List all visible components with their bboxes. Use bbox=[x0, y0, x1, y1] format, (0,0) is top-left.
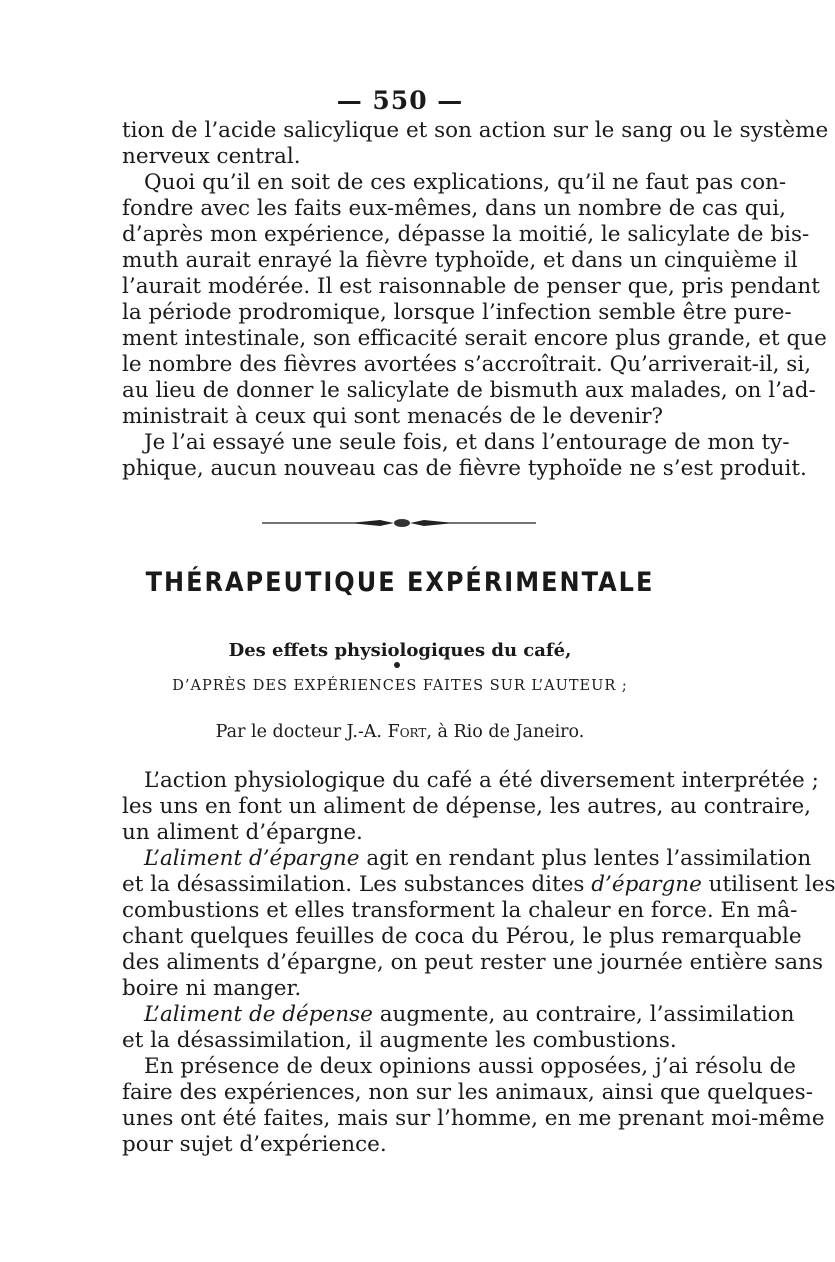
byline-prefix: Par le docteur J.-A. bbox=[215, 722, 388, 742]
text-line: boire ni manger. bbox=[122, 976, 302, 1001]
text-line: les uns en font un aliment de dépense, les autres, au contraire, bbox=[122, 794, 812, 819]
text-line: au lieu de donner le salicylate de bismuth aux malades, on l’ad- bbox=[122, 378, 816, 403]
text-line: ment intestinale, son efficacité serait encore plus grande, et que bbox=[122, 326, 827, 351]
ornament-dot bbox=[394, 662, 400, 668]
italic-term: L’aliment d’épargne bbox=[144, 846, 360, 871]
text-line: d’après mon expérience, dépasse la moitié, le salicylate de bis- bbox=[122, 222, 810, 247]
text-line: Je l’ai essayé une seule fois, et dans l’entourage de mon ty- bbox=[144, 430, 790, 455]
text-run: agit en rendant plus lentes l’assimilation bbox=[359, 846, 812, 871]
text-line: et la désassimilation, il augmente les combustions. bbox=[122, 1028, 677, 1053]
text-line: un aliment d’épargne. bbox=[122, 820, 363, 845]
section-title: THÉRAPEUTIQUE EXPÉRIMENTALE bbox=[145, 566, 655, 598]
text-line: chant quelques feuilles de coca du Pérou, le plus remarquable bbox=[122, 924, 802, 949]
paragraph bbox=[122, 170, 827, 430]
text-line: tion de l’acide salicylique et son action sur le sang ou le système bbox=[122, 118, 829, 143]
continued-text-block bbox=[122, 118, 829, 482]
text-line: combustions et elles transforment la chaleur en force. En mâ- bbox=[122, 898, 798, 923]
text-line: phique, aucun nouveau cas de fièvre typhoïde ne s’est produit. bbox=[122, 456, 807, 481]
italic-term: d’épargne bbox=[591, 872, 702, 897]
text-line: unes ont été faites, mais sur l’homme, en me prenant moi-même bbox=[122, 1106, 825, 1131]
text-run: utilisent les bbox=[701, 872, 835, 897]
text-line bbox=[122, 846, 812, 872]
paragraph bbox=[122, 430, 807, 482]
page-number: — 550 — bbox=[336, 86, 464, 115]
text-line: des aliments d’épargne, on peut rester une journée entière sans bbox=[122, 950, 824, 975]
paragraph bbox=[122, 846, 835, 1002]
author-name: Fort bbox=[387, 722, 427, 742]
text-line: nerveux central. bbox=[122, 144, 301, 169]
section-divider-ornament bbox=[262, 512, 536, 534]
text-run: et la désassimilation. Les substances dites bbox=[122, 872, 592, 897]
article-body bbox=[122, 768, 835, 1158]
text-line: la période prodromique, lorsque l’infection semble être pure- bbox=[122, 300, 792, 325]
paragraph bbox=[122, 1002, 795, 1054]
text-line: l’aurait modérée. Il est raisonnable de penser que, pris pendant bbox=[122, 274, 820, 299]
text-line: ministrait à ceux qui sont menacés de le devenir? bbox=[122, 404, 663, 429]
byline-suffix: , à Rio de Janeiro. bbox=[426, 722, 585, 742]
text-line: faire des expériences, non sur les animaux, ainsi que quelques- bbox=[122, 1080, 813, 1105]
text-line bbox=[122, 1002, 795, 1028]
text-line: Quoi qu’il en soit de ces explications, qu’il ne faut pas con- bbox=[144, 170, 787, 195]
text-run: augmente, au contraire, l’assimilation bbox=[372, 1002, 795, 1027]
text-line: le nombre des fièvres avortées s’accroîtrait. Qu’arriverait-il, si, bbox=[122, 352, 812, 377]
text-line: L’action physiologique du café a été diversement interprétée ; bbox=[144, 768, 819, 793]
article-subtitle: D’APRÈS DES EXPÉRIENCES FAITES SUR L’AUTEUR ; bbox=[172, 678, 628, 694]
text-line: En présence de deux opinions aussi opposées, j’ai résolu de bbox=[144, 1054, 797, 1079]
text-line: pour sujet d’expérience. bbox=[122, 1132, 387, 1157]
italic-term: L’aliment de dépense bbox=[144, 1002, 373, 1027]
paragraph bbox=[122, 1054, 825, 1158]
article-title: Des effets physiologiques du café, bbox=[228, 640, 572, 661]
author-byline bbox=[0, 722, 800, 742]
text-line bbox=[122, 872, 835, 898]
text-line: fondre avec les faits eux-mêmes, dans un nombre de cas qui, bbox=[122, 196, 787, 221]
paragraph bbox=[122, 768, 819, 846]
paragraph bbox=[122, 118, 829, 170]
text-line: muth aurait enrayé la fièvre typhoïde, et dans un cinquième il bbox=[122, 248, 798, 273]
